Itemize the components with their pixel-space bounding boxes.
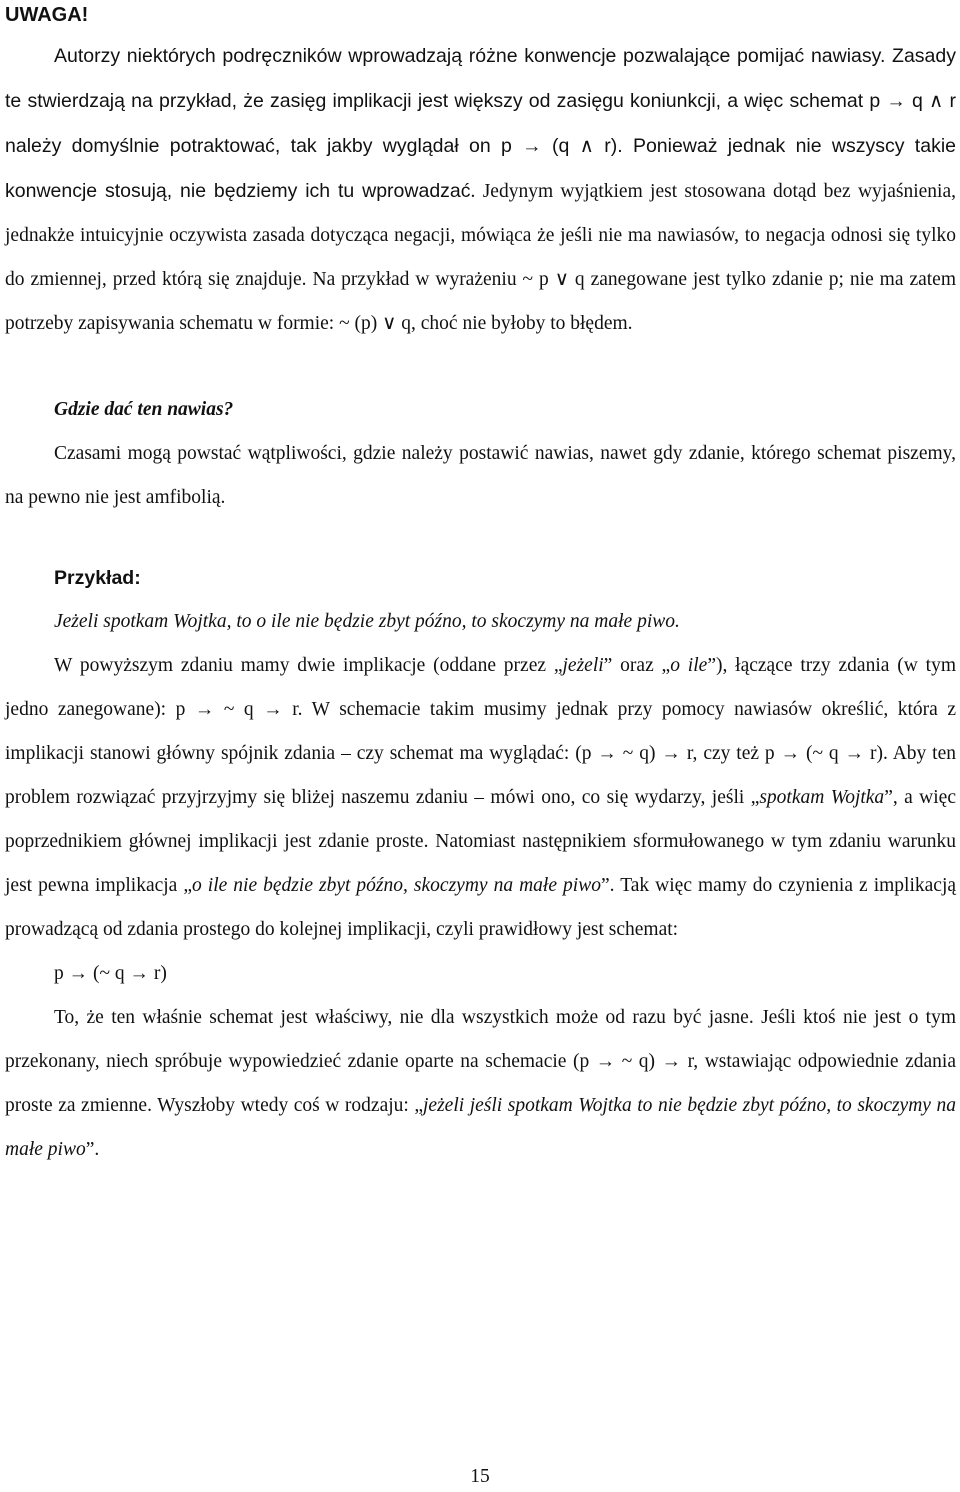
example-sentence: Jeżeli spotkam Wojtka, to o ile nie będzie zbyt późno, to skoczymy na małe piwo.: [54, 611, 680, 632]
text: Wyszłoby wtedy coś w rodzaju: „: [157, 1095, 424, 1116]
text: W schemacie takim musimy jednak przy pomocy nawiasów określić, która z implikacji stanowi główny spójnik zdania – czy schemat ma wyglądać: (p → ~ q) → r, czy też p → (~ q → r).: [5, 699, 956, 764]
quoted-term: spotkam Wojtka: [759, 787, 885, 808]
document-page: [5, 0, 956, 1172]
warning-text-part-3: . Jedynym wyjątkiem jest stosowana dotąd bez wyjaśnienia, jednakże intuicyjnie oczywista zasada dotycząca negacji, mówiąca że jeśli nie ma nawiasów, to negacja odnosi się tylko do zmiennej, przed którą się znajduje.: [5, 181, 956, 290]
text: ” oraz „: [603, 655, 671, 676]
warning-text-part-4: Na przykład w wyrażeniu ~ p ∨ q zanegowane jest tylko zdanie p; nie ma zatem potrzeby zapisywania schematu w formie: ~ (p) ∨ q, choć nie byłoby to błędem.: [5, 269, 956, 334]
text: W powyższym zdaniu mamy dwie implikacje (oddane przez „: [54, 655, 563, 676]
text: Jeśli ktoś nie jest o tym przekonany, niech spróbuje wypowiedzieć zdanie oparte na schemacie (p → ~ q) → r, wstawiając odpowiednie zdania proste za zmienne.: [5, 1007, 957, 1116]
spacer: [5, 520, 956, 556]
text: ”.: [600, 875, 621, 896]
quoted-term: o ile nie będzie zbyt późno, skoczymy na małe piwo: [192, 875, 601, 896]
section-intro: Czasami mogą powstać wątpliwości, gdzie należy postawić nawias, nawet gdy zdanie, którego schemat piszemy, na pewno nie jest amfibolią.: [5, 443, 956, 508]
warning-text-part-1: Autorzy niektórych podręczników wprowadzają różne konwencje pozwalające pomijać nawiasy. Zasady te stwierdzają na przykład, że zasięg implikacji jest większy od zasięgu koniunkcji, a więc schemat p → q ∧ r należy domyślnie potraktować, tak jakby wyglądał on p → (q ∧ r).: [5, 45, 956, 157]
warning-paragraph: [5, 34, 956, 346]
text: ”.: [85, 1139, 100, 1160]
text: Aby ten problem rozwiązać przyjrzyjmy się bliżej naszemu zdaniu – mówi ono, co się wydarzy, jeśli „: [5, 743, 956, 808]
quoted-term: o ile: [670, 655, 708, 676]
section-title: Gdzie dać ten nawias?: [54, 399, 234, 420]
quoted-term: jeżeli jeśli spotkam Wojtka to nie będzie zbyt późno, to skoczymy na małe piwo: [5, 1095, 956, 1160]
formula: p → (~ q → r): [54, 963, 167, 984]
text: ”), łączące trzy zdania (w tym jedno zanegowane): p → ~ q → r.: [5, 655, 956, 720]
text: Tak więc mamy do czynienia z implikacją prowadzącą od zdania prostego do kolejnej implikacji, czyli prawidłowy jest schemat:: [5, 875, 957, 940]
quoted-term: jeżeli: [562, 655, 604, 676]
text: ”, a więc poprzednikiem głównej implikacji jest zdanie proste.: [5, 787, 956, 852]
warning-title: UWAGA!: [5, 4, 89, 26]
spacer: [5, 346, 956, 388]
text: To, że ten właśnie schemat jest właściwy, nie dla wszystkich może od razu być jasne.: [54, 1007, 762, 1028]
warning-text-part-2: Ponieważ jednak nie wszyscy takie konwencje stosują, nie będziemy ich tu wprowadzać: [5, 135, 956, 202]
example-title: Przykład:: [54, 567, 141, 589]
page-number: 15: [470, 1466, 490, 1487]
example-paragraph-1: [5, 644, 956, 952]
example-paragraph-2: [5, 996, 956, 1172]
text: Natomiast następnikiem sformułowanego w tym zdaniu warunku jest pewna implikacja „: [5, 831, 956, 896]
